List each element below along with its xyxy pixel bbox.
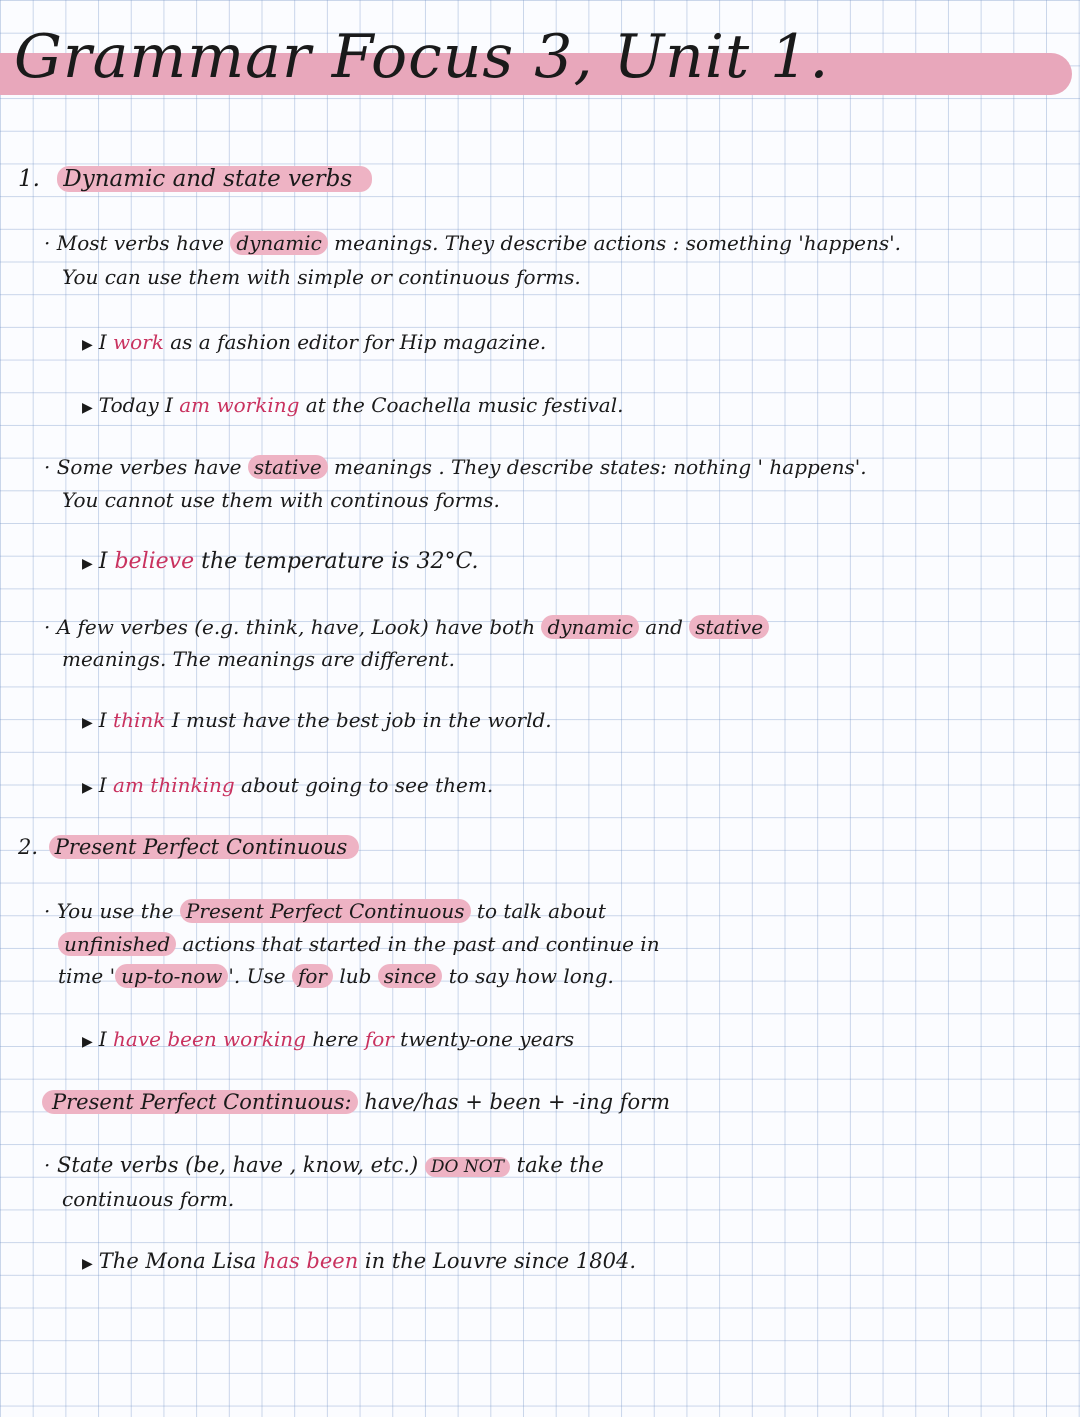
highlight-term: up-to-now [115, 964, 228, 988]
point-4-line-2: unfinished actions that started in the past and continue in [58, 932, 660, 956]
verb-example: am thinking [113, 773, 235, 797]
triangle-bullet-icon: ▶ [82, 1034, 93, 1050]
example-row: ▶ I have been working here for twenty-one years [82, 1027, 575, 1051]
point-2-line-2: You cannot use them with continous forms. [62, 488, 500, 512]
page-title: Grammar Focus 3, Unit 1. [14, 22, 830, 92]
point-5-line-2: continuous form. [62, 1187, 235, 1211]
highlight-term: DO NOT [425, 1157, 510, 1177]
point-1-line-1: · Most verbs have dynamic meanings. They describe actions : something 'happens'. [44, 231, 901, 255]
section-number: 2. [18, 835, 39, 859]
verb-example: think [113, 708, 166, 732]
point-3-line-2: meanings. The meanings are different. [62, 647, 455, 671]
example-row: ▶ I am thinking about going to see them. [82, 773, 494, 797]
triangle-bullet-icon: ▶ [82, 715, 93, 731]
point-2-line-1: · Some verbes have stative meanings . They describe states: nothing ' happens'. [44, 455, 867, 479]
example-row: ▶ Today I am working at the Coachella music festival. [82, 393, 624, 417]
section-title: Dynamic and state verbs [57, 166, 372, 192]
triangle-bullet-icon: ▶ [82, 556, 93, 572]
verb-example: work [113, 330, 164, 354]
verb-example: has been [262, 1249, 359, 1273]
bullet: · [44, 455, 51, 479]
section-number: 1. [18, 166, 40, 192]
section-title: Present Perfect Continuous [49, 835, 360, 859]
formula-text: have/has + been + -ing form [357, 1090, 671, 1114]
highlight-term: stative [248, 455, 328, 479]
example-row: ▶ The Mona Lisa has been in the Louvre since 1804. [82, 1249, 637, 1273]
section-2-heading [18, 835, 359, 859]
highlight-term: unfinished [58, 932, 176, 956]
highlight-term: Present Perfect Continuous [180, 899, 471, 923]
verb-example: believe [114, 549, 195, 574]
triangle-bullet-icon: ▶ [82, 780, 93, 796]
formula-label: Present Perfect Continuous: [42, 1090, 358, 1114]
example-row: ▶ I work as a fashion editor for Hip magazine. [82, 330, 547, 354]
formula-row [42, 1090, 670, 1114]
highlight-term: for [292, 964, 333, 988]
point-4-line-1: · You use the Present Perfect Continuous to talk about [44, 899, 606, 923]
point-4-line-3: time ' up-to-now '. Use for lub since to say how long. [58, 964, 614, 988]
highlight-term: dynamic [230, 231, 327, 255]
point-3-line-1: · A few verbes (e.g. think, have, Look) have both dynamic and stative [44, 615, 769, 639]
example-row: ▶ I believe the temperature is 32°C. [82, 549, 479, 574]
example-row: ▶ I think I must have the best job in the world. [82, 708, 552, 732]
point-5-line-1: · State verbs (be, have , know, etc.) DO NOT take the [44, 1153, 604, 1177]
highlight-term: dynamic [541, 615, 638, 639]
triangle-bullet-icon: ▶ [82, 1256, 93, 1272]
highlight-term: since [378, 964, 443, 988]
triangle-bullet-icon: ▶ [82, 337, 93, 353]
bullet: · [44, 615, 51, 639]
verb-example: have been working [113, 1027, 306, 1051]
bullet: · [44, 899, 51, 923]
verb-example: am working [179, 393, 300, 417]
bullet: · [44, 1153, 51, 1177]
triangle-bullet-icon: ▶ [82, 400, 93, 416]
bullet: · [44, 231, 51, 255]
highlight-term: stative [689, 615, 769, 639]
verb-example: for [364, 1027, 394, 1051]
point-1-line-2: You can use them with simple or continuous forms. [62, 265, 581, 289]
section-1-heading [18, 166, 372, 192]
